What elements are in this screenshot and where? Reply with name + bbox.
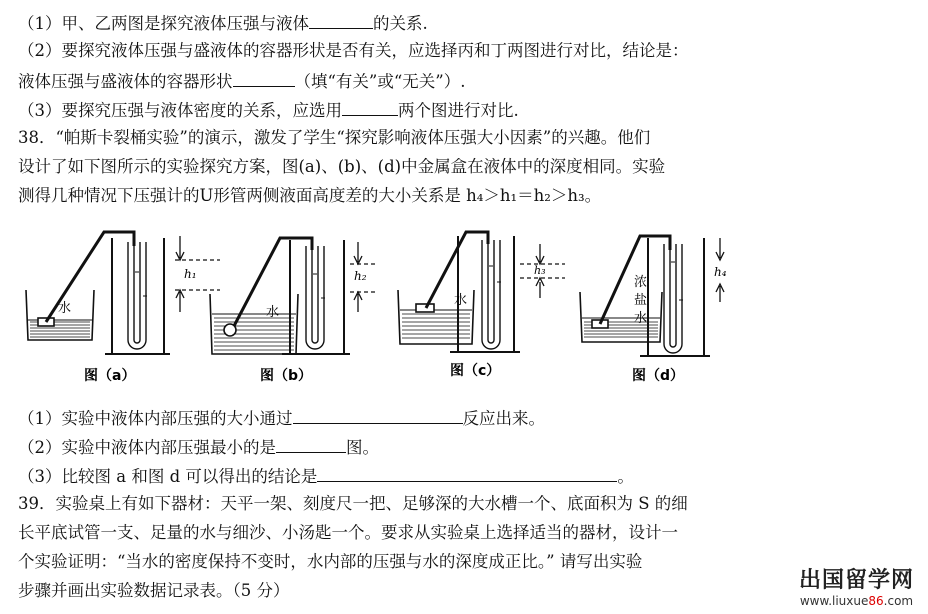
- answer-blank[interactable]: [233, 69, 295, 87]
- label-h4: h₄: [714, 265, 727, 279]
- panel-a: [26, 232, 220, 354]
- watermark-url-post: .com: [883, 594, 914, 608]
- sub-question-3: [18, 464, 634, 488]
- question-3: [18, 98, 519, 122]
- label-brine-1: 浓: [634, 275, 648, 290]
- answer-blank[interactable]: [342, 98, 398, 116]
- s1-text: （1）实验中液体内部压强的大小通过: [18, 409, 293, 428]
- watermark-url: [799, 594, 914, 608]
- caption-a: 图（a）: [84, 368, 136, 384]
- watermark-logo: [799, 563, 914, 608]
- q2-text: （2）要探究液体压强与盛液体的容器形状是否有关，应选择丙和丁两图进行对比，结论是：: [18, 41, 689, 60]
- q3-text: （3）要探究压强与液体密度的关系，应选用: [18, 101, 342, 120]
- problem-39-line-2: 长平底试管一支、足量的水与细沙、小汤匙一个。要求从实验桌上选择适当的器材，设计一: [18, 523, 678, 542]
- s3-text: （3）比较图 a 和图 d 可以得出的结论是: [18, 467, 318, 486]
- answer-blank[interactable]: [317, 464, 617, 482]
- caption-c: 图（c）: [450, 363, 501, 379]
- sub-question-1: [18, 406, 545, 430]
- panel-d: [580, 236, 724, 356]
- q1-text: （1）甲、乙两图是探究液体压强与液体: [18, 14, 309, 33]
- problem-39-line-3: 个实验证明：“当水的密度保持不变时，水内部的压强与水的深度成正比。” 请写出实验: [18, 552, 643, 571]
- s2-text: （2）实验中液体内部压强最小的是: [18, 438, 276, 457]
- problem-38-line-3: 测得几种情况下压强计的U形管两侧液面高度差的大小关系是 h₄＞h₁＝h₂＞h₃。: [18, 186, 602, 205]
- s2-text-end: 图。: [346, 438, 379, 457]
- q1-text-end: 的关系.: [373, 14, 428, 33]
- problem-39-line-4: 步骤并画出实验数据记录表。（5 分）: [18, 581, 290, 600]
- question-2: [18, 40, 689, 62]
- q2-text-end: （填“有关”或“无关”）.: [294, 72, 466, 91]
- sub-question-2: [18, 435, 379, 459]
- question-1: [18, 11, 428, 35]
- q2-text-cont: 液体压强与盛液体的容器形状: [18, 72, 233, 91]
- q3-text-end: 两个图进行对比.: [398, 101, 519, 120]
- label-water-c: 水: [454, 293, 468, 308]
- question-2-cont: [18, 69, 466, 93]
- s3-text-end: 。: [617, 467, 634, 486]
- answer-blank[interactable]: [309, 11, 373, 29]
- label-brine-3: 水: [634, 311, 648, 326]
- label-h3: h₃: [534, 264, 546, 277]
- answer-blank[interactable]: [276, 435, 346, 453]
- watermark-url-num: 86: [868, 594, 884, 608]
- label-h1: h₁: [184, 267, 197, 281]
- problem-39-line-1: 39．实验桌上有如下器材：天平一架、刻度尺一把、足够深的大水槽一个、底面积为 S 的细: [18, 494, 688, 513]
- label-brine-2: 盐: [634, 293, 648, 308]
- caption-d: 图（d）: [632, 368, 685, 384]
- label-water-b: 水: [266, 305, 280, 320]
- problem-38-line-2: 设计了如下图所示的实验探究方案，图(a)、(b)、(d)中金属盒在液体中的深度相同。实验: [18, 157, 666, 176]
- watermark-title: 出国留学网: [798, 568, 914, 593]
- s1-text-end: 反应出来。: [462, 409, 545, 428]
- experiment-figure: [20, 222, 780, 387]
- label-h2: h₂: [354, 269, 367, 283]
- watermark-url-pre: www.liuxue: [799, 594, 869, 608]
- caption-b: 图（b）: [260, 368, 313, 384]
- problem-38-line-1: 38．“帕斯卡裂桶实验”的演示，激发了学生“探究影响液体压强大小因素”的兴趣。他们: [18, 128, 651, 147]
- panel-c: [398, 232, 565, 352]
- label-water-a: 水: [58, 301, 72, 316]
- panel-b: [210, 238, 375, 354]
- answer-blank[interactable]: [293, 406, 463, 424]
